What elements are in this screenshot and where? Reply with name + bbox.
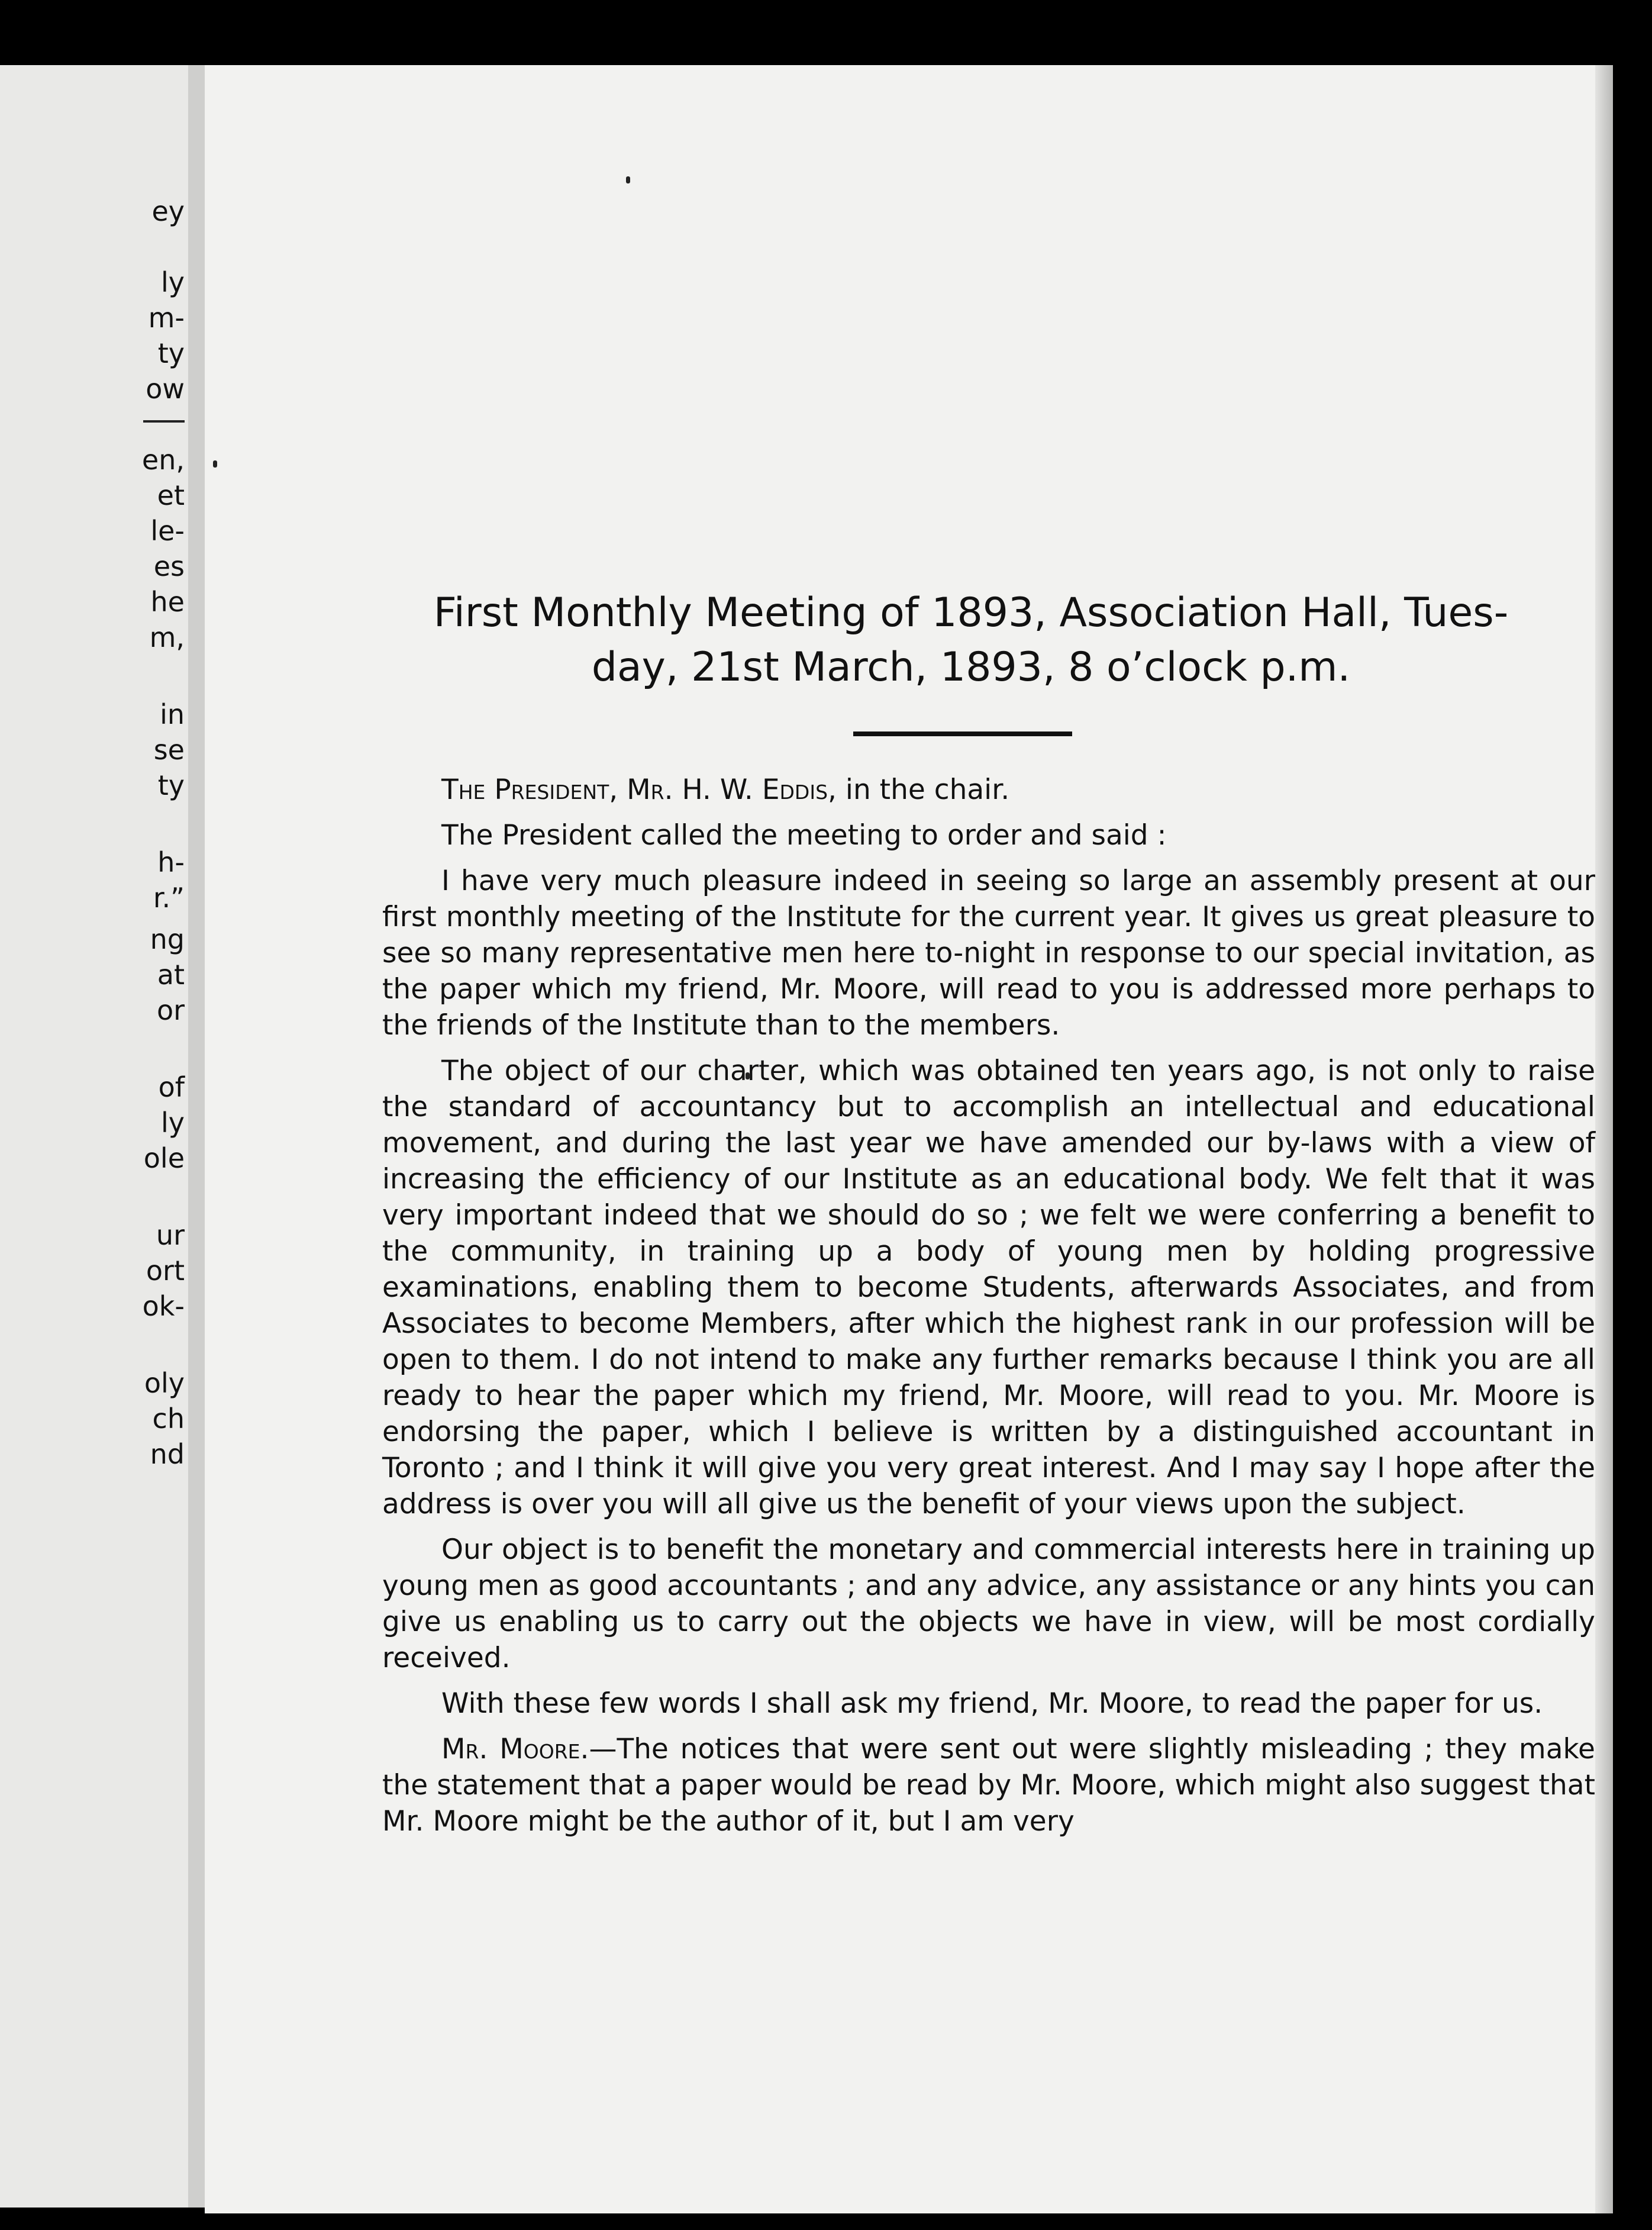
left-page-fragment: en, [141, 444, 185, 476]
moore-text: —The notices that were sent out were slightly misleading ; they make the statement that a paper would be read by Mr. Moore, which might also suggest that Mr. Moore might be the author of it, but I am very [382, 1733, 1595, 1838]
title-line-1: First Monthly Meeting of 1893, Association Hall, Tues- [433, 589, 1509, 636]
left-page-fragment: ly [160, 266, 185, 298]
left-page-fragment: ch [152, 1403, 185, 1435]
chair-name: The President, Mr. H. W. Eddis, [441, 774, 837, 806]
left-page-fragment: oly [144, 1367, 185, 1399]
article [382, 586, 1595, 1849]
page-edge [1595, 65, 1613, 2213]
left-page-fragment: et [157, 479, 185, 511]
left-page-fragment: ok- [142, 1290, 185, 1322]
left-page-fragment: he [150, 586, 185, 618]
call-to-order: The President called the meeting to order and said : [441, 819, 1167, 852]
left-page-fragment: in [160, 698, 185, 730]
left-page-fragment: at [157, 959, 185, 991]
title-line-2: day, 21st March, 1893, 8 o’clock p.m. [591, 644, 1351, 691]
right-page [205, 65, 1613, 2213]
book-gutter [188, 65, 205, 2208]
paragraph-4: With these few words I shall ask my friend, Mr. Moore, to read the paper for us. [441, 1687, 1543, 1720]
article-title [347, 586, 1595, 695]
left-page-fragment: of [158, 1071, 185, 1103]
title-rule [853, 731, 1072, 736]
left-page-fragment: h- [157, 846, 185, 878]
left-page-fragment: ey [151, 195, 185, 227]
chair-rest: in the chair. [836, 774, 1010, 806]
chair-line [382, 772, 1595, 808]
ink-speck [626, 176, 630, 183]
left-page-fragment: or [156, 994, 185, 1026]
left-page-fragment: ur [156, 1219, 185, 1251]
paragraph-1: I have very much pleasure indeed in seeing so large an assembly present at our first monthly meeting of the Institute for the current year. It gives us great pleasure to see so many representative men here to-night in response to our special invitation, as the paper which my friend, Mr. Moore, will read to you is addressed more perhaps to the friends of the Institute than to the members. [382, 865, 1595, 1042]
moore-paragraph [382, 1731, 1595, 1839]
left-page-fragment: nd [150, 1438, 185, 1470]
left-page-fragment: ng [150, 923, 185, 955]
left-page-fragment: ly [160, 1107, 185, 1139]
paragraph-3: Our object is to benefit the monetary and commercial interests here in training up young men as good accountants ; and any advice, any assistance or any hints you can give us enabling us to carry out the objects we have in view, will be most cordially received. [382, 1533, 1595, 1674]
left-page-fragment: ty [157, 769, 185, 801]
paragraph-2: The object of our charter, which was obtained ten years ago, is not only to raise the standard of accountancy but to accomplish an intellectual and educational movement, and during the last year we have amended our by-laws with a view of increasing the efficiency of our Institute as an educational body. We felt that it was very important indeed that we should do so ; we felt we were conferring a benefit to the community, in training up a body of young men by holding progressive examinations, enabling them to become Students, afterwards Associates, and from Associates to become Members, after which the highest rank in our profession will be open to them. I do not intend to make any further remarks because I think you are all ready to hear the paper which my friend, Mr. Moore, will read to you. Mr. Moore is endorsing the paper, which I believe is written by a distinguished accountant in Toronto ; and I think it will give you very great interest. And I may say I hope after the address is over you will all give us the benefit of your views upon the subject. [382, 1055, 1595, 1520]
left-page [0, 65, 188, 2208]
left-page-fragment: ow [146, 373, 185, 405]
left-page-fragment: ole [143, 1142, 185, 1174]
left-page-rule [143, 420, 185, 423]
left-page-fragment: m, [149, 621, 185, 653]
left-page-fragment: ort [146, 1255, 185, 1287]
moore-name: Mr. Moore. [441, 1733, 589, 1765]
left-page-fragment: m- [148, 302, 185, 334]
left-page-fragment: le- [150, 515, 185, 547]
left-page-fragment: r.” [153, 882, 185, 914]
left-page-fragment: ty [157, 337, 185, 369]
ink-speck [213, 460, 217, 468]
left-page-fragment: se [153, 734, 185, 766]
left-page-fragment: es [153, 550, 185, 582]
